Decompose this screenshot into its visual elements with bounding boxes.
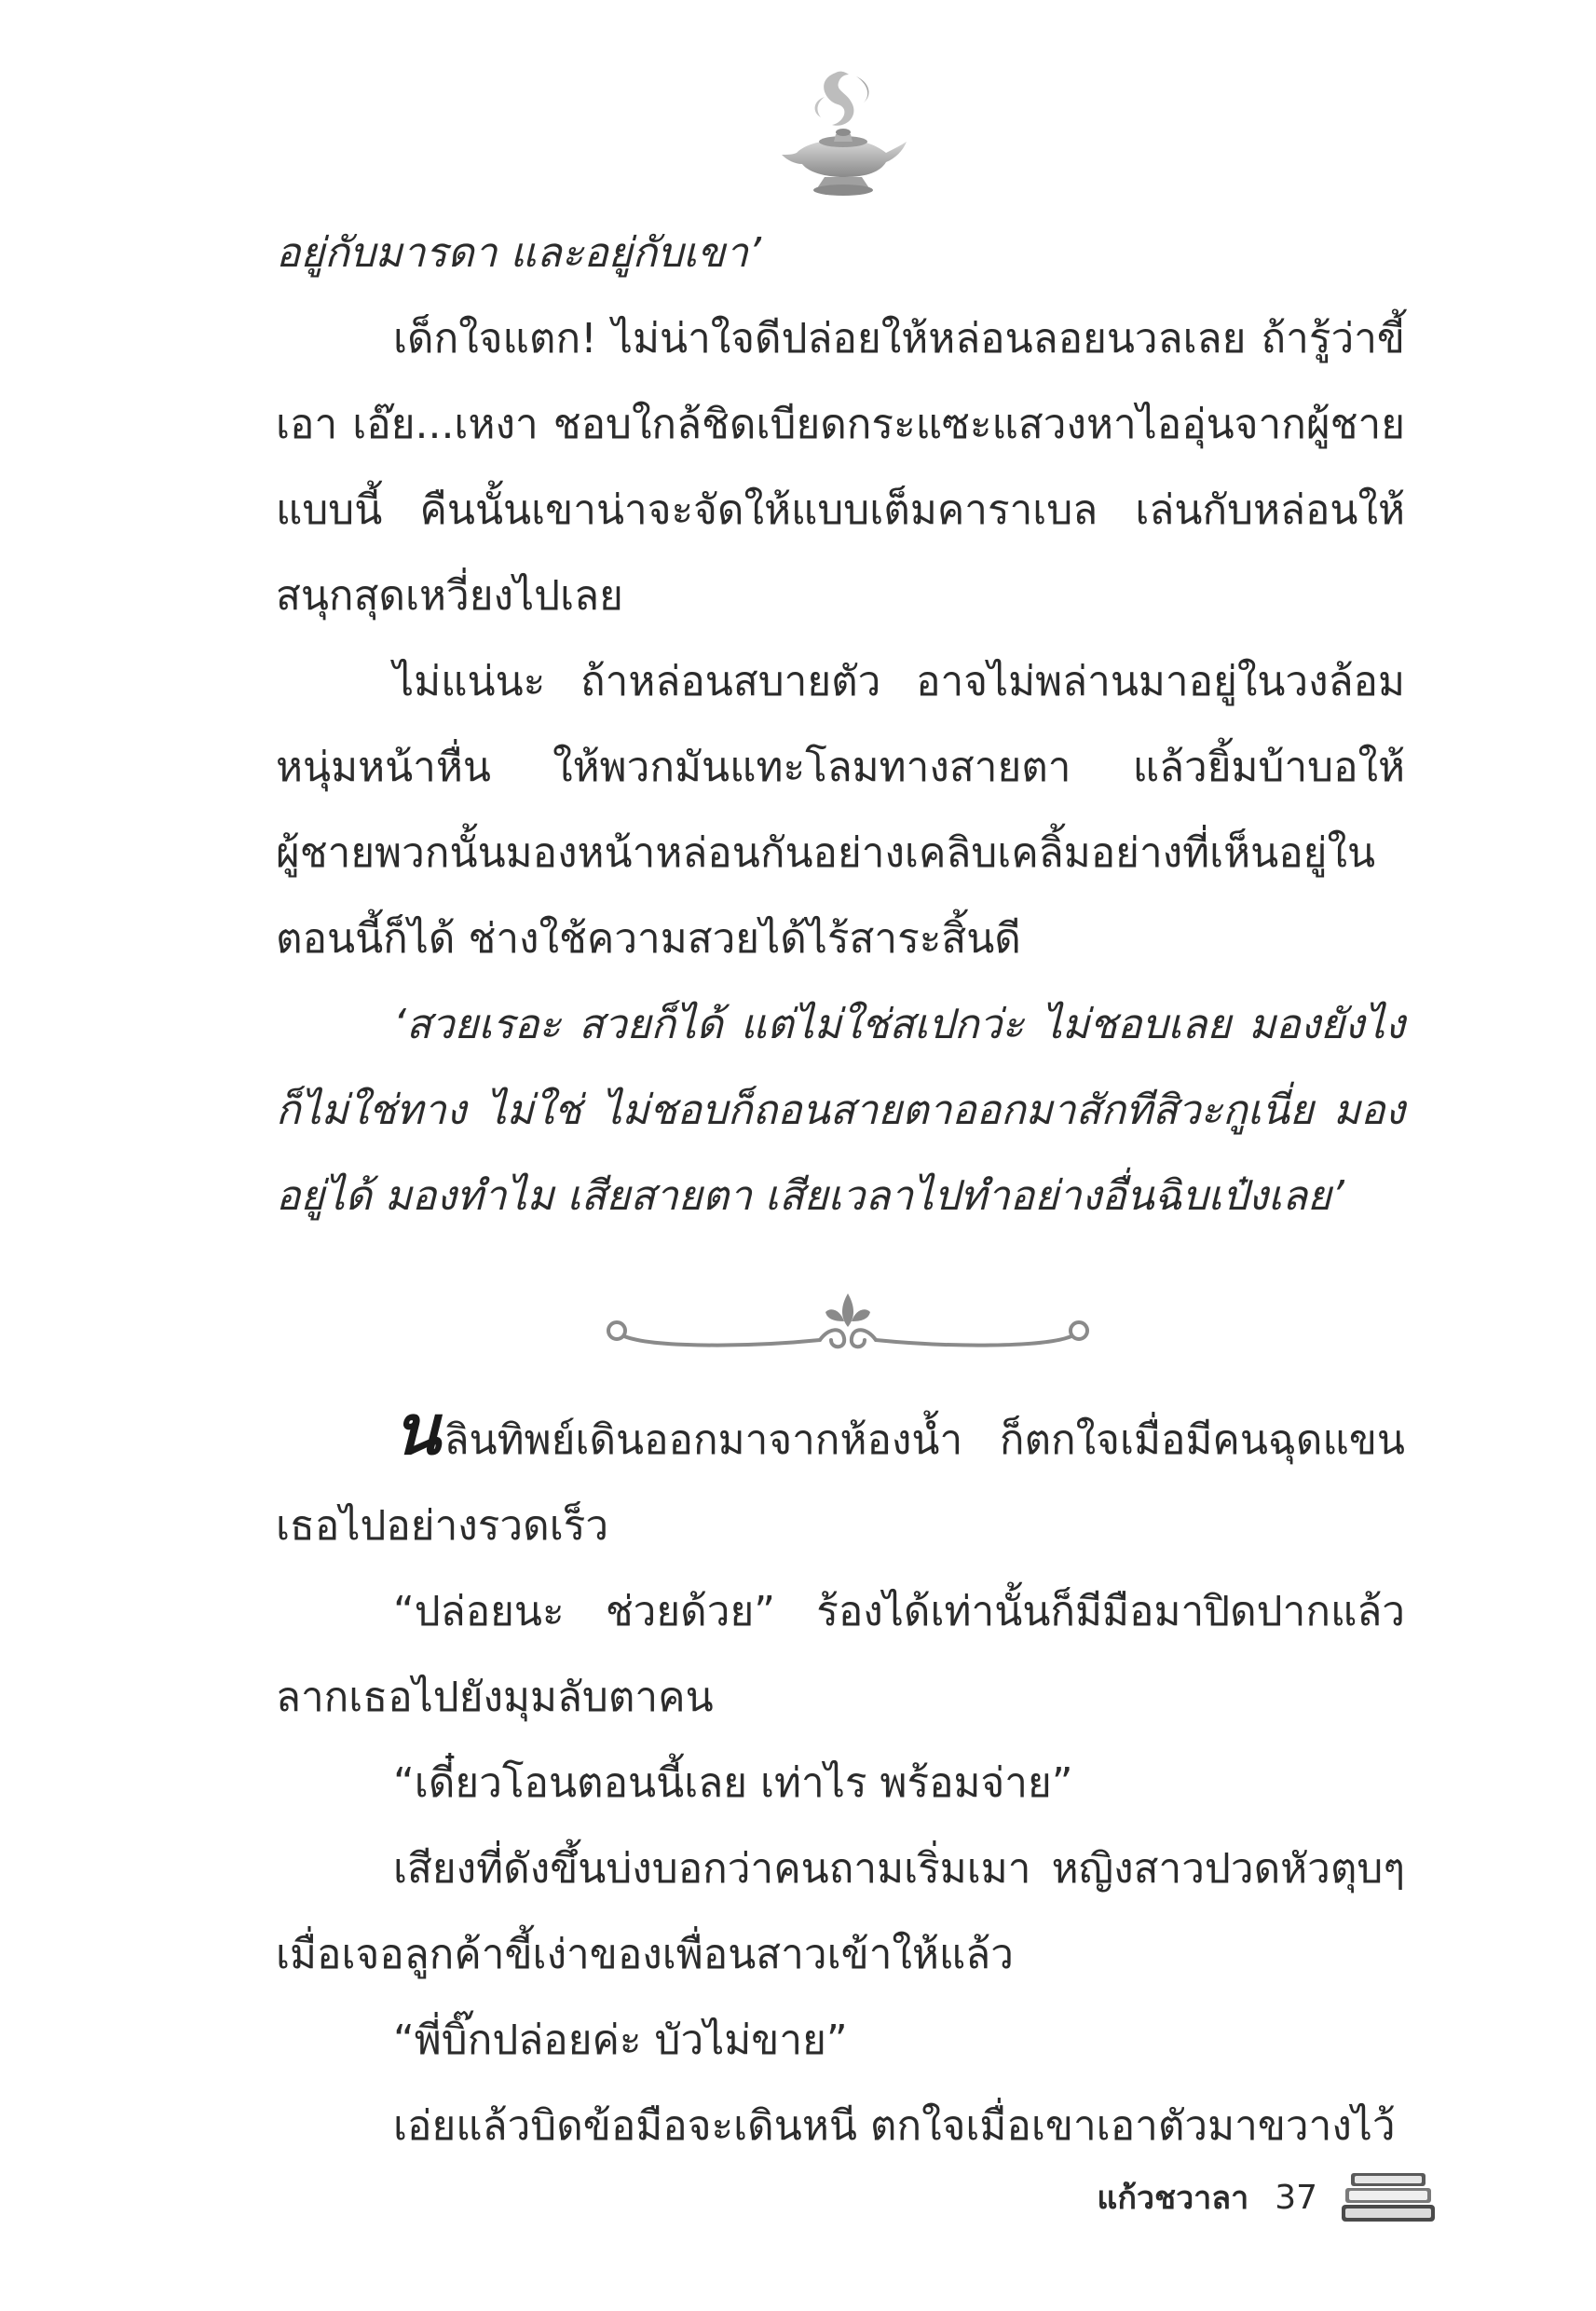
paragraph: เอ่ยแล้วบิดข้อมือจะเดินหนี ตกใจเมื่อเขาเอาตัวมาขวางไว้: [393, 2102, 1396, 2150]
paragraph: ‘สวยเรอะ สวยก็ได้ แต่ไม่ใช่สเปกว่ะ ไม่ชอบเลย มองยังไงก็ไม่ใช่ทาง ไม่ใช่ ไม่ชอบก็ถอนสายตาออกมาสักทีสิวะกูเนี่ย มองอยู่ได้ มองทำไม เสียสายตา เสียเวลาไปทำอย่างอื่นฉิบเป๋งเลย’: [276, 1001, 1405, 1220]
paragraph: เสียงที่ดังขึ้นบ่งบอกว่าคนถามเริ่มเมา หญิงสาวปวดหัวตุบๆ เมื่อเจอลูกค้าขี้เง่าของเพื่อนสาวเข้าให้แล้ว: [276, 1845, 1405, 1978]
body-text-top: [276, 211, 1405, 1239]
paragraph: เด็กใจแตก! ไม่น่าใจดีปล่อยให้หล่อนลอยนวลเลย ถ้ารู้ว่าขี้เอา เอ๊ย...เหงา ชอบใกล้ชิดเบียดกระแซะแสวงหาไออุ่นจากผู้ชายแบบนี้ คืนนั้นเขาน่าจะจัดให้แบบเต็มคาราเบล เล่นกับหล่อนให้สนุกสุดเหวี่ยงไปเลย: [276, 315, 1405, 620]
page-footer: [1016, 2160, 1435, 2235]
magic-lamp-icon: [778, 63, 908, 203]
paragraph: “พี่บิ๊กปล่อยค่ะ บัวไม่ขาย”: [393, 2017, 848, 2064]
ornament-divider-icon: [596, 1275, 1099, 1377]
book-title: แก้วชวาลา: [1097, 2180, 1249, 2217]
paragraph-text: ลินทิพย์เดินออกมาจากห้องน้ำ ก็ตกใจเมื่อมีคนฉุดแขนเธอไปอย่างรวดเร็ว: [276, 1416, 1405, 1550]
drop-cap: น: [393, 1390, 441, 1470]
paragraph: ไม่แน่นะ ถ้าหล่อนสบายตัว อาจไม่พล่านมาอยู่ในวงล้อมหนุ่มหน้าหื่น ให้พวกมันแทะโลมทางสายตา แล้วยิ้มบ้าบอให้ผู้ชายพวกนั้นมองหน้าหล่อนกันอย่างเคลิบเคลิ้มอย่างที่เห็นอยู่ในตอนนี้ก็ได้ ช่างใช้ความสวยได้ไร้สาระสิ้นดี: [276, 658, 1405, 963]
paragraph: “ปล่อยนะ ช่วยด้วย” ร้องได้เท่านั้นก็มีมือมาปิดปากแล้วลากเธอไปยังมุมลับตาคน: [276, 1588, 1405, 1721]
paragraph: “เดี๋ยวโอนตอนนี้เลย เท่าไร พร้อมจ่าย”: [393, 1759, 1073, 1807]
paragraph: อยู่กับมารดา และอยู่กับเขา’: [276, 229, 761, 277]
body-text-bottom: [276, 1390, 1405, 2169]
paragraph-dropcap: [276, 1390, 1405, 1569]
page-number: 37: [1275, 2178, 1317, 2217]
book-stack-icon: [1342, 2171, 1435, 2223]
